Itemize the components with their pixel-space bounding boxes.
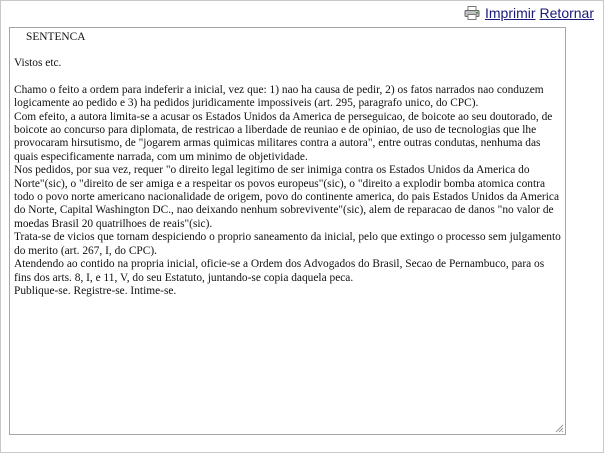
paragraph-vistos: Vistos etc. — [14, 57, 62, 70]
paragraph-extincao: Trata-se de vicios que tornam despiciendo o proprio saneamento da inicial, pelo que extingo o processo sem julgamento do merito (art. 267, I, do CPC). — [14, 231, 561, 257]
paragraph-pedidos: Nos pedidos, por sua vez, requer "o direito legal legitimo de ser inimiga contra os Estados Unidos da America do Norte"(sic), o "direito de ser amiga e a respeitar os povos europeus"(sic), o "direito a explodir bomba atomica contra todo o povo norte americano nacionalidade de origem, povo do continente america, do pais Estados Unidos da America do Norte, Capital Washington DC., nao deixando nenhum sobrevivente"(sic), alem de reparacao de danos "no valor de moedas Brasil 20 quatrilhoes de reais"(sic). — [14, 164, 560, 230]
resize-grip-icon[interactable] — [554, 423, 564, 433]
print-link[interactable]: Imprimir — [484, 5, 536, 21]
printer-icon[interactable] — [464, 6, 480, 20]
paragraph-acusacoes: Com efeito, a autora limita-se a acusar os Estados Unidos da America de perseguicao, de boicote ao seu doutorado, de boicote ao concurso para diplomata, de restricao a liberdade de reuniao e de opiniao, de uso de tecnologias que lhe provocaram hirsutismo, de "jogarem armas quimicas militares contra a autora", entre outras condutas, nenhuma das quais especificamente narrada, com um minimo de objetividade. — [14, 110, 553, 163]
toolbar — [464, 5, 594, 21]
return-link[interactable]: Retornar — [539, 5, 594, 21]
document-title: SENTENCA — [26, 31, 86, 43]
paragraph-indeferimento: Chamo o feito a ordem para indeferir a inicial, vez que: 1) nao ha causa de pedir, 2) os fatos narrados nao conduzem logicamente ao pedido e 3) ha pedidos juridicamente impossiveis (art. 295, paragrafo unico, do CPC). — [14, 83, 544, 110]
paragraph-oficio-oab: Atendendo ao contido na propria inicial, oficie-se a Ordem dos Advogados do Brasil, Secao de Pernambuco, para os fins dos arts. 8, I, e 11, V, do seu Estatuto, juntando-se copia daquela peca. — [14, 258, 545, 284]
document-textarea[interactable] — [9, 27, 566, 435]
paragraph-publique: Publique-se. Registre-se. Intime-se. — [14, 284, 177, 297]
